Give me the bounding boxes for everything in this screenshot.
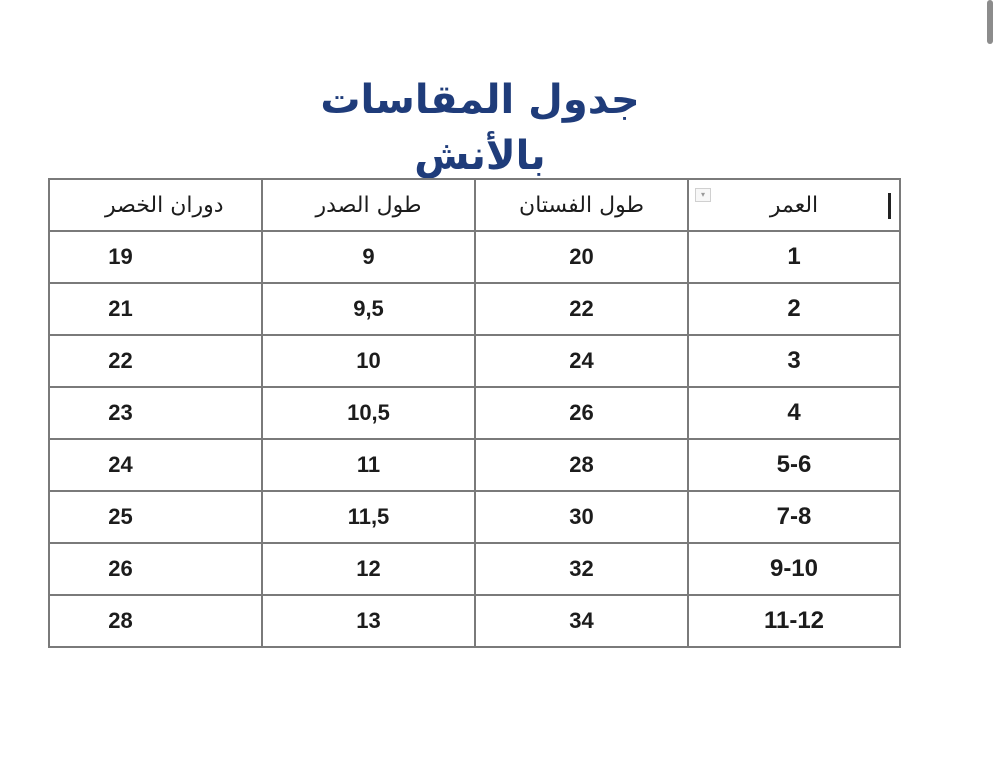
- header-row: [49, 179, 900, 231]
- header-dress-length: [475, 179, 688, 231]
- cell-age: 11-12: [688, 595, 900, 647]
- dropdown-filter-icon[interactable]: ▾: [695, 188, 711, 202]
- cell-dress-length: 22: [475, 283, 688, 335]
- cell-age: 2: [688, 283, 900, 335]
- size-table: [48, 178, 901, 648]
- header-waist: دوران الخصر: [49, 179, 262, 231]
- cell-age: 3: [688, 335, 900, 387]
- cell-waist: 22: [49, 335, 262, 387]
- cell-chest: 10,5: [262, 387, 475, 439]
- table-row: [49, 543, 900, 595]
- cell-age: 5-6: [688, 439, 900, 491]
- table-row: [49, 231, 900, 283]
- cell-chest: 9,5: [262, 283, 475, 335]
- cell-chest: 10: [262, 335, 475, 387]
- cell-dress-length: 30: [475, 491, 688, 543]
- table-row: [49, 283, 900, 335]
- cell-dress-length: 20: [475, 231, 688, 283]
- cell-dress-length: 32: [475, 543, 688, 595]
- page-title: جدول المقاسات بالأنش: [320, 77, 640, 179]
- cell-dress-length: 26: [475, 387, 688, 439]
- cell-age: 1: [688, 231, 900, 283]
- cell-chest: 12: [262, 543, 475, 595]
- header-chest: طول الصدر: [262, 179, 475, 231]
- cell-chest: 11,5: [262, 491, 475, 543]
- cell-waist: 23: [49, 387, 262, 439]
- table-row: [49, 595, 900, 647]
- cell-waist: 28: [49, 595, 262, 647]
- cell-waist: 26: [49, 543, 262, 595]
- cell-chest: 13: [262, 595, 475, 647]
- cell-chest: 11: [262, 439, 475, 491]
- header-dress-length-label: طول الفستان: [519, 192, 644, 218]
- cell-waist: 24: [49, 439, 262, 491]
- cell-waist: 21: [49, 283, 262, 335]
- cell-chest: 9: [262, 231, 475, 283]
- header-age[interactable]: [688, 179, 900, 231]
- cell-waist: 25: [49, 491, 262, 543]
- header-age-label: العمر: [769, 192, 819, 218]
- table-row: [49, 335, 900, 387]
- text-cursor-icon: [888, 193, 891, 219]
- cell-age: 9-10: [688, 543, 900, 595]
- table-row: [49, 491, 900, 543]
- cell-age: 4: [688, 387, 900, 439]
- cell-dress-length: 34: [475, 595, 688, 647]
- table-row: [49, 439, 900, 491]
- cell-waist: 19: [49, 231, 262, 283]
- cell-age: 7-8: [688, 491, 900, 543]
- size-table-container: [48, 178, 901, 664]
- table-row: [49, 387, 900, 439]
- cell-dress-length: 28: [475, 439, 688, 491]
- scrollbar-thumb[interactable]: [987, 0, 993, 44]
- cell-dress-length: 24: [475, 335, 688, 387]
